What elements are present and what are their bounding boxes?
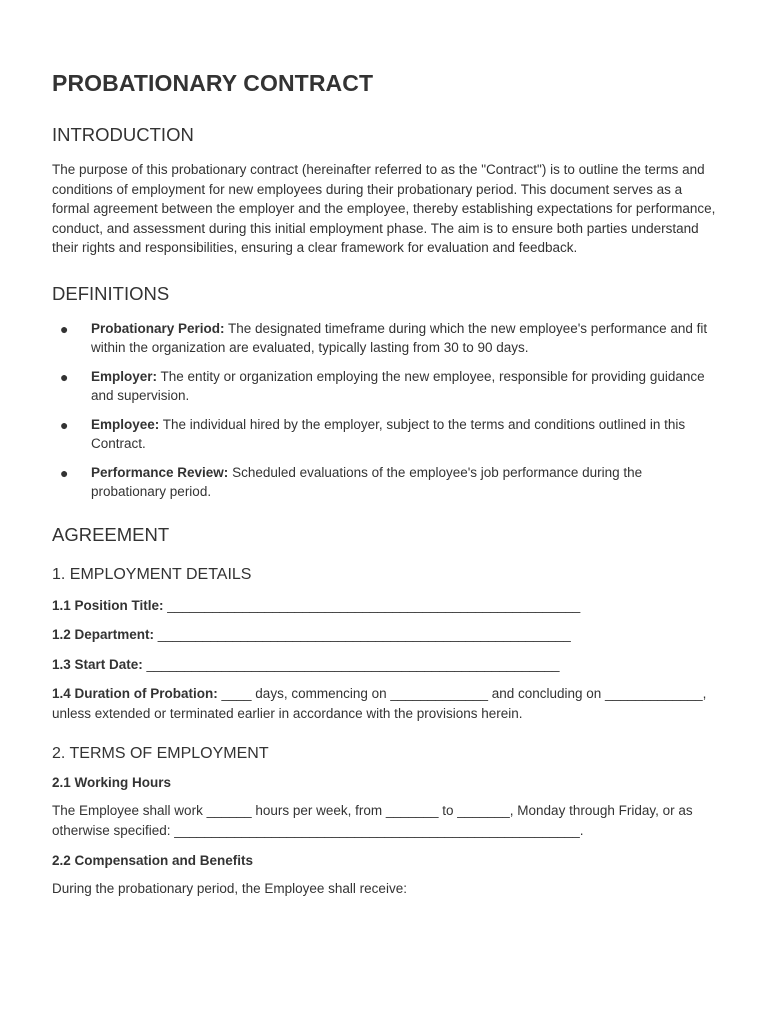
definition-text: The individual hired by the employer, subject to the terms and conditions outlined in this Contract.: [91, 416, 686, 451]
list-item: [52, 415, 718, 454]
duration-field[interactable]: [52, 684, 718, 723]
bullet-icon: ●: [60, 320, 69, 337]
department-field[interactable]: [52, 625, 718, 645]
list-item: [52, 463, 718, 502]
definition-term: Employee:: [91, 416, 160, 432]
definitions-list: [52, 319, 718, 502]
compensation-body: During the probationary period, the Employee shall receive:: [52, 881, 407, 896]
department-label: 1.2 Department:: [52, 627, 155, 642]
agreement-heading: AGREEMENT: [52, 523, 170, 545]
working-hours-body[interactable]: The Employee shall work ______ hours per week, from _______ to _______, Monday through Friday, or as otherwise specified: ______________________________________________________.: [52, 803, 693, 838]
start-date-field[interactable]: [52, 655, 718, 675]
document-title: PROBATIONARY CONTRACT: [52, 70, 374, 96]
department-blank[interactable]: _______________________________________________________: [154, 627, 571, 642]
position-title-label: 1.1 Position Title:: [52, 597, 164, 613]
employment-details-heading: 1. EMPLOYMENT DETAILS: [52, 565, 252, 583]
introduction-body: The purpose of this probationary contract (hereinafter referred to as the "Contract") is to outline the terms and conditions of employment for new employees during their probationary period. This document serves as a formal agreement between the employer and the employee, thereby establishing expectations for performance, conduct, and assessment during this initial employment phase. The aim is to ensure both parties understand their rights and responsibilities, ensuring a clear framework for evaluation and feedback.: [52, 162, 716, 255]
start-date-label: 1.3 Start Date:: [52, 656, 143, 672]
definition-term: Employer:: [91, 368, 158, 384]
position-title-blank[interactable]: _______________________________________________________: [163, 597, 581, 613]
working-hours-heading: 2.1 Working Hours: [52, 775, 172, 790]
definition-term: Performance Review:: [91, 464, 229, 480]
definition-text: Scheduled evaluations of the employee's job performance during the probationary period.: [91, 464, 643, 499]
duration-label: 1.4 Duration of Probation:: [52, 686, 218, 701]
duration-text[interactable]: ____ days, commencing on _____________ and concluding on _____________, unless extended or terminated earlier in accordance with the provisions herein.: [52, 686, 707, 721]
bullet-icon: ●: [60, 464, 69, 481]
start-date-blank[interactable]: _______________________________________________________: [142, 656, 560, 672]
list-item: [52, 367, 718, 406]
definition-text: The designated timeframe during which the new employee's performance and fit within the organization are evaluated, typically lasting from 30 to 90 days.: [91, 320, 708, 355]
definition-text: The entity or organization employing the new employee, responsible for providing guidance and supervision.: [91, 368, 705, 403]
bullet-icon: ●: [60, 416, 69, 433]
introduction-heading: INTRODUCTION: [52, 124, 194, 145]
compensation-heading: 2.2 Compensation and Benefits: [52, 853, 254, 868]
position-title-field[interactable]: [52, 596, 718, 616]
list-item: [52, 319, 718, 358]
definition-term: Probationary Period:: [91, 320, 225, 336]
terms-of-employment-heading: 2. TERMS OF EMPLOYMENT: [52, 745, 269, 762]
definitions-heading: DEFINITIONS: [52, 282, 170, 304]
bullet-icon: ●: [60, 368, 69, 385]
